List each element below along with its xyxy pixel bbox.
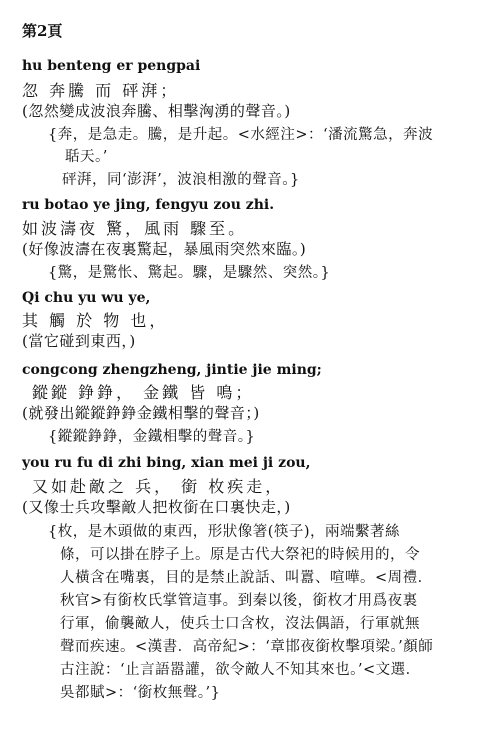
chinese-text-line: 忽 奔騰 而 砰湃；	[22, 81, 180, 100]
note-line: 人橫含在嘴裏，目的是禁止說話、叫囂、喧嘩。<周禮．	[60, 570, 433, 586]
note-line: 秋官>有銜枚氏掌管這事。到秦以後，銜枚才用爲夜裏	[60, 593, 418, 609]
translation-line: (就發出鏦鏦錚錚金鐵相擊的聲音；)	[22, 404, 260, 422]
note-line: 條，可以掛在脖子上。原是古代大祭祀的時候用的，令	[60, 547, 420, 563]
note-line: {奔，是急走。騰，是升起。<水經注>：‘潘流驚急，奔波	[48, 127, 434, 143]
note-line: 吳都賦>：‘銜枚無聲。’}	[60, 685, 221, 701]
chinese-text-line: 其 觸 於 物 也，	[22, 311, 169, 330]
pinyin-line: ru botao ye jing, fengyu zou zhi.	[22, 197, 275, 213]
note-line: 砰湃，同‘澎湃’，波浪相激的聲音。}	[62, 172, 300, 188]
chinese-text-line: 鏦鏦 錚錚， 金鐵 皆 鳴；	[32, 383, 255, 402]
note-line: {枚，是木頭做的東西，形狀像箸(筷子)，兩端繫著絲	[48, 524, 401, 540]
pinyin-line: hu benteng er pengpai	[22, 58, 201, 74]
page-header: 第2頁	[22, 22, 63, 40]
pinyin-line: you ru fu di zhi bing, xian mei ji zou,	[22, 455, 311, 471]
chinese-text-line: 又如赴敵之 兵， 銜 枚疾走，	[32, 477, 285, 496]
translation-line: (忽然變成波浪奔騰、相擊洶湧的聲音。)	[22, 102, 291, 120]
note-line: {驚，是驚怅、驚起。驟，是驟然、突然。}	[48, 265, 331, 281]
note-line: 行軍，偷襲敵人，使兵士口含枚，沒法偶語，行軍就無	[60, 616, 420, 632]
pinyin-line: Qi chu yu wu ye,	[22, 290, 151, 306]
note-line: {鏦鏦錚錚，金鐵相擊的聲音。}	[48, 429, 256, 445]
translation-line: (又像士兵攻擊敵人把枚銜在口裏快走，)	[22, 498, 291, 516]
translation-line: (當它碰到東西，)	[22, 332, 136, 350]
translation-line: (好像波濤在夜裏驚起，暴風雨突然來臨。)	[22, 240, 307, 258]
pinyin-line: congcong zhengzheng, jintie jie ming;	[22, 362, 322, 378]
note-line: 聲而疾速。<漢書．高帝紀>：‘章邯夜銜枚擊項梁。’顏師	[60, 639, 434, 655]
note-line: 聒天。’	[65, 149, 108, 165]
note-line: 古注說：‘止言語嚣讙，欲令敵人不知其來也。’<文選．	[60, 662, 421, 678]
chinese-text-line: 如波濤夜 驚，風雨 驟至。	[22, 219, 248, 238]
